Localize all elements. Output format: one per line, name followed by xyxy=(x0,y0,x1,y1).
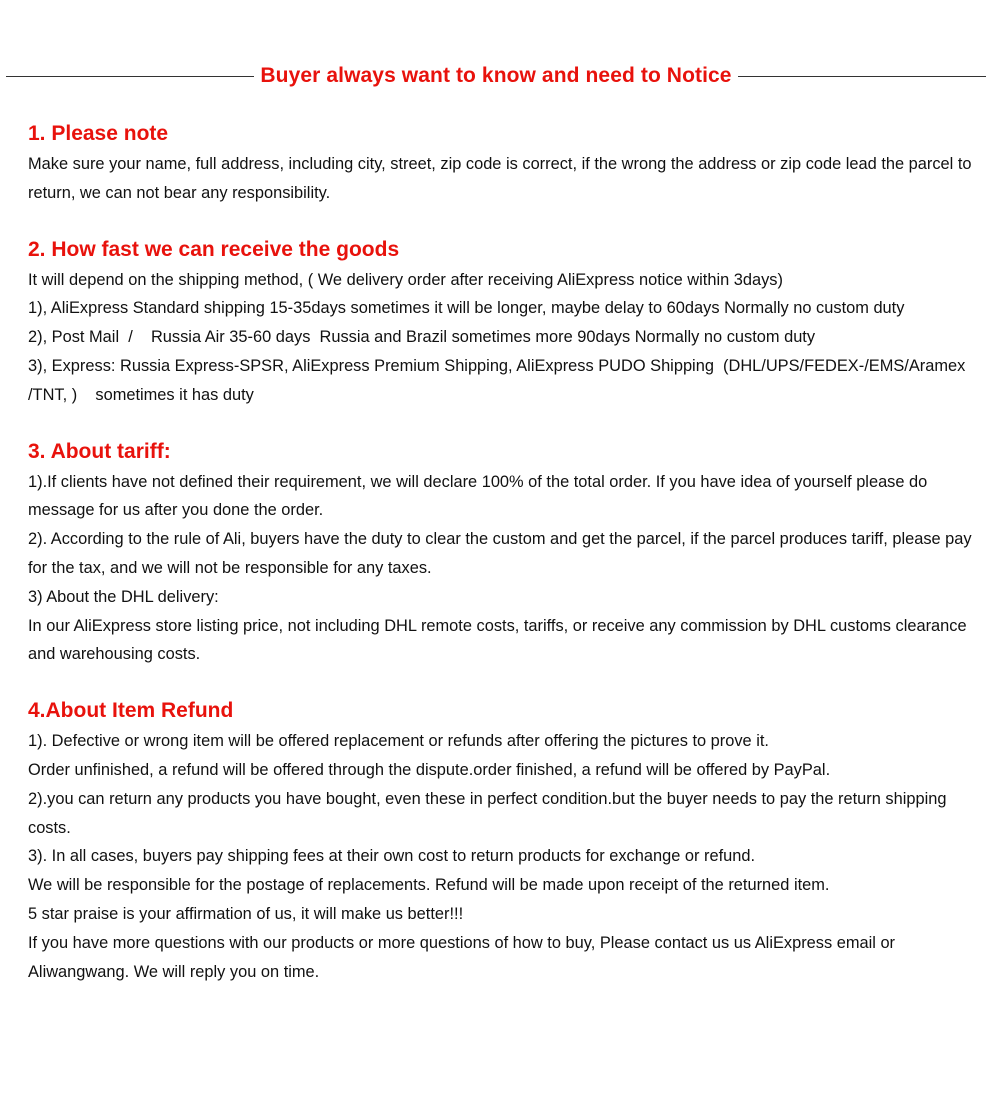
paragraph: 3), Express: Russia Express-SPSR, AliExpress Premium Shipping, AliExpress PUDO Shipping (DHL/UPS/FEDEX-/EMS/Aramex /TNT, ) sometimes it has duty xyxy=(28,356,970,404)
section-body xyxy=(28,468,978,670)
section-title: 2. How fast we can receive the goods xyxy=(28,237,400,261)
paragraph: Make sure your name, full address, including city, street, zip code is correct, if the wrong the address or zip code lead the parcel to return, we can not bear any responsibility. xyxy=(28,155,972,202)
section-refund xyxy=(28,695,978,986)
paragraph: 3). In all cases, buyers pay shipping fees at their own cost to return products for exchange or refund. xyxy=(28,847,756,866)
section-body xyxy=(28,727,978,986)
paragraph: 1), AliExpress Standard shipping 15-35days sometimes it will be longer, maybe delay to 60days Normally no custom duty xyxy=(28,299,905,318)
paragraph: 2).you can return any products you have bought, even these in perfect condition.but the buyer needs to pay the return shipping costs. xyxy=(28,789,947,837)
paragraph: 1). Defective or wrong item will be offered replacement or refunds after offering the pictures to prove it. xyxy=(28,732,769,751)
section-body xyxy=(28,266,978,410)
section-title: 3. About tariff: xyxy=(28,439,171,463)
paragraph: Order unfinished, a refund will be offered through the dispute.order finished, a refund will be offered by PayPal. xyxy=(28,760,831,779)
banner-left-rule xyxy=(6,76,254,77)
section-delivery-time xyxy=(28,234,978,410)
paragraph: 5 star praise is your affirmation of us, it will make us better!!! xyxy=(28,904,464,923)
notice-content xyxy=(28,118,978,986)
paragraph: 1).If clients have not defined their requirement, we will declare 100% of the total order. If you have idea of yourself please do message for us after you done the order. xyxy=(28,472,928,520)
paragraph: 2), Post Mail / Russia Air 35-60 days Russia and Brazil sometimes more 90days Normally no custom duty xyxy=(28,328,816,347)
notice-banner xyxy=(6,60,986,92)
banner-right-rule xyxy=(738,76,986,77)
paragraph: 3) About the DHL delivery: xyxy=(28,587,219,606)
banner-title: Buyer always want to know and need to Notice xyxy=(260,64,732,87)
paragraph: We will be responsible for the postage of replacements. Refund will be made upon receipt of the returned item. xyxy=(28,876,830,895)
paragraph: If you have more questions with our products or more questions of how to buy, Please contact us us AliExpress email or Aliwangwang. We will reply you on time. xyxy=(28,933,896,981)
paragraph: It will depend on the shipping method, ( We delivery order after receiving AliExpress notice within 3days) xyxy=(28,270,783,289)
paragraph: 2). According to the rule of Ali, buyers have the duty to clear the custom and get the parcel, if the parcel produces tariff, please pay for the tax, and we will not be responsible for any taxes. xyxy=(28,530,972,577)
section-title: 4.About Item Refund xyxy=(28,699,234,723)
section-title: 1. Please note xyxy=(28,122,169,145)
section-body xyxy=(28,150,978,208)
section-tariff xyxy=(28,436,978,670)
section-please-note xyxy=(28,118,978,208)
paragraph: In our AliExpress store listing price, not including DHL remote costs, tariffs, or receive any commission by DHL customs clearance and warehousing costs. xyxy=(28,616,967,664)
